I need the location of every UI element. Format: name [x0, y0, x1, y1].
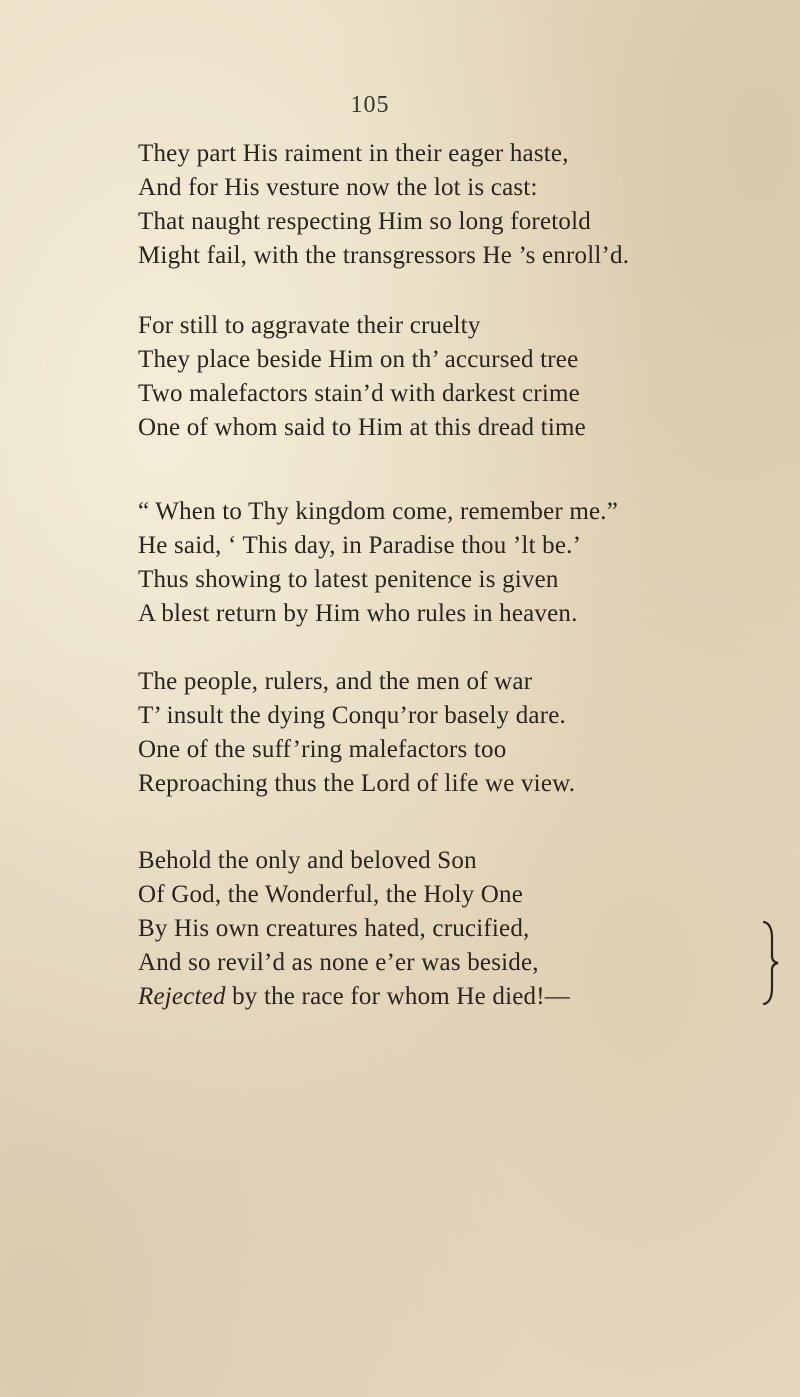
verse-line: “ When to Thy kingdom come, remember me.” [138, 498, 619, 525]
verse-line: One of whom said to Him at this dread time [138, 414, 586, 441]
verse-line: T’ insult the dying Conqu’ror basely dare. [138, 702, 566, 729]
verse-line: Might fail, with the transgressors He ’s enroll’d. [138, 242, 630, 269]
verse-line: Reproaching thus the Lord of life we view. [138, 770, 576, 797]
stanza-4 [138, 665, 778, 801]
verse-line: They place beside Him on th’ accursed tree [138, 346, 579, 373]
stanza-2 [138, 309, 778, 445]
verse-line: Behold the only and beloved Son [138, 847, 477, 874]
verse-line: He said, ‘ This day, in Paradise thou ’lt be.’ [138, 532, 582, 559]
verse-line: By His own creatures hated, crucified, [138, 915, 530, 942]
verse-line: One of the suff’ring malefactors too [138, 736, 507, 763]
verse-line: Of God, the Wonderful, the Holy One [138, 881, 524, 908]
stanza-1 [138, 137, 778, 273]
verse-line: The people, rulers, and the men of war [138, 668, 533, 695]
verse-line: Thus showing to latest penitence is given [138, 566, 559, 593]
verse-line-rest: by the race for whom He died!— [225, 983, 570, 1010]
verse-line: That naught respecting Him so long foretold [138, 208, 591, 235]
verse-line-final [138, 980, 778, 1014]
stanza-3 [138, 495, 778, 631]
verse-line: And so revil’d as none e’er was beside, [138, 949, 539, 976]
verse-line: And for His vesture now the lot is cast: [138, 174, 538, 201]
stanza-5 [138, 844, 778, 1014]
emphasized-word: Rejected [138, 983, 226, 1010]
verse-line: A blest return by Him who rules in heaven. [138, 600, 578, 627]
triplet-brace-icon [760, 918, 782, 1008]
verse-line: They part His raiment in their eager haste, [138, 140, 569, 167]
verse-line: Two malefactors stain’d with darkest crime [138, 380, 580, 407]
verse-line: For still to aggravate their cruelty [138, 312, 481, 339]
page-number: 105 [350, 92, 390, 118]
